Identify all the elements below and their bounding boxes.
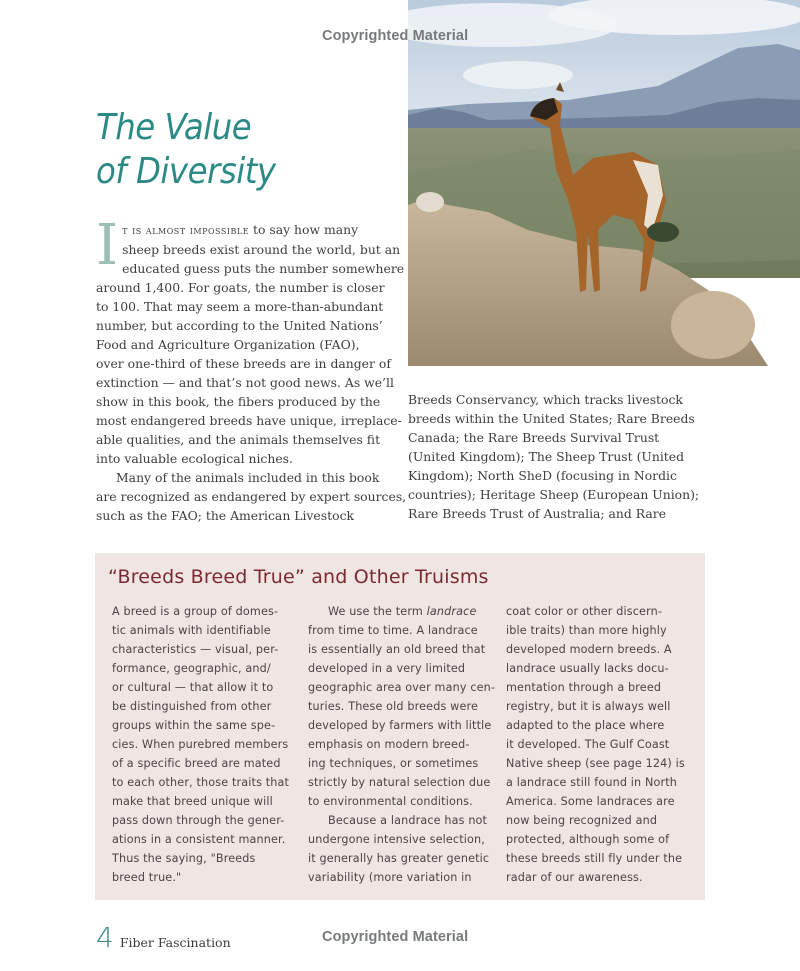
sidebar-line: protected, although some of bbox=[506, 833, 670, 846]
body-line: Food and Agriculture Organization (FAO), bbox=[96, 337, 360, 352]
landrace-term: landrace bbox=[426, 605, 477, 618]
body-column-1 bbox=[96, 213, 407, 525]
sidebar-line: radar of our awareness. bbox=[506, 871, 643, 884]
sidebar-line: these breeds still fly under the bbox=[506, 852, 683, 865]
sidebar-line: now being recognized and bbox=[506, 814, 658, 827]
sidebar-line: Native sheep (see page 124) is bbox=[506, 757, 685, 770]
sidebar-line: landrace usually lacks docu- bbox=[506, 662, 669, 675]
copyright-watermark-bottom: Copyrighted Material bbox=[322, 929, 469, 945]
sidebar-line: tic animals with identifiable bbox=[112, 624, 271, 637]
sidebar-line: it developed. The Gulf Coast bbox=[506, 738, 670, 751]
sidebar-column-2 bbox=[308, 602, 500, 887]
body-line: are recognized as endangered by expert sources, bbox=[96, 489, 407, 504]
sidebar-line: variability (more variation in bbox=[308, 871, 472, 884]
copyright-watermark-top: Copyrighted Material bbox=[322, 28, 469, 44]
sidebar-line bbox=[308, 602, 500, 621]
sidebar-line: Thus the saying, "Breeds bbox=[112, 852, 256, 865]
body-line: to 100. That may seem a more-than-abundant bbox=[96, 299, 384, 314]
guanaco-photo-illustration bbox=[408, 0, 800, 366]
sidebar-line: characteristics — visual, per- bbox=[112, 643, 279, 656]
body-line: breeds within the United States; Rare Breeds bbox=[408, 411, 695, 426]
sidebar-line: turies. These old breeds were bbox=[308, 700, 479, 713]
body-line: able qualities, and the animals themselves fit bbox=[96, 432, 381, 447]
body-line: show in this book, the fibers produced by the bbox=[96, 394, 381, 409]
sidebar-line: America. Some landraces are bbox=[506, 795, 675, 808]
body-line: (United Kingdom); The Sheep Trust (United bbox=[408, 449, 685, 464]
sidebar-line: a landrace still found in North bbox=[506, 776, 678, 789]
body-line: Breeds Conservancy, which tracks livestock bbox=[408, 392, 683, 407]
sidebar-line: strictly by natural selection due bbox=[308, 776, 491, 789]
sidebar-line: of a specific breed are mated bbox=[112, 757, 281, 770]
boulder bbox=[671, 291, 755, 359]
sidebar-line: from time to time. A landrace bbox=[308, 624, 478, 637]
page-footer bbox=[96, 921, 231, 954]
body-line: sheep breeds exist around the world, but an bbox=[122, 242, 401, 257]
sidebar-line: pass down through the gener- bbox=[112, 814, 285, 827]
body-line: such as the FAO; the American Livestock bbox=[96, 508, 355, 523]
sidebar-line: A breed is a group of domes- bbox=[112, 605, 279, 618]
sidebar-line: mentation through a breed bbox=[506, 681, 662, 694]
sidebar-line: it generally has greater genetic bbox=[308, 852, 490, 865]
sidebar-line-text: We use the term bbox=[328, 605, 427, 618]
sidebar-line: emphasis on modern breed- bbox=[308, 738, 470, 751]
title-line-1: The Value bbox=[96, 107, 252, 148]
title-line-2: of Diversity bbox=[96, 151, 276, 192]
sidebar-line: ing techniques, or sometimes bbox=[308, 757, 479, 770]
sidebar-line: geographic area over many cen- bbox=[308, 681, 496, 694]
sidebar-line: ations in a consistent manner. bbox=[112, 833, 286, 846]
sidebar-line: or cultural — that allow it to bbox=[112, 681, 274, 694]
sidebar-line: developed by farmers with little bbox=[308, 719, 492, 732]
page-number: 4 bbox=[96, 921, 114, 954]
sidebar-line: to each other, those traits that bbox=[112, 776, 290, 789]
sidebar-line: formance, geographic, and/ bbox=[112, 662, 271, 675]
sidebar-line: Because a landrace has not bbox=[328, 814, 488, 827]
sidebar-column-1 bbox=[112, 602, 302, 887]
sidebar-line: undergone intensive selection, bbox=[308, 833, 485, 846]
body-line: over one-third of these breeds are in danger of bbox=[96, 356, 391, 371]
body-column-2 bbox=[408, 390, 708, 523]
body-line: extinction — and that’s not good news. As we’ll bbox=[96, 375, 394, 390]
body-line-text: to say how many bbox=[249, 222, 359, 237]
sidebar-line: coat color or other discern- bbox=[506, 605, 663, 618]
sidebar-line: registry, but it is always well bbox=[506, 700, 671, 713]
shrub bbox=[647, 222, 679, 242]
sidebar-line: to environmental conditions. bbox=[308, 795, 473, 808]
sidebar-line: cies. When purebred members bbox=[112, 738, 289, 751]
drop-cap: I bbox=[96, 213, 119, 278]
body-line bbox=[96, 220, 392, 240]
body-line: educated guess puts the number somewhere bbox=[122, 261, 405, 276]
sidebar-line: be distinguished from other bbox=[112, 700, 272, 713]
body-line: Kingdom); North SheD (focusing in Nordic bbox=[408, 468, 677, 483]
sidebar-line: breed true." bbox=[112, 871, 182, 884]
running-title: Fiber Fascination bbox=[119, 935, 231, 950]
sidebar-line: developed in a very limited bbox=[308, 662, 466, 675]
body-line: Rare Breeds Trust of Australia; and Rare bbox=[408, 506, 667, 521]
body-line: around 1,400. For goats, the number is closer bbox=[96, 280, 385, 295]
sidebar-title: “Breeds Breed True” and Other Truisms bbox=[108, 566, 489, 588]
sidebar-line: adapted to the place where bbox=[506, 719, 665, 732]
sidebar-column-3 bbox=[506, 602, 696, 887]
lead-in-smallcaps: t is almost impossible bbox=[122, 223, 250, 237]
boulder bbox=[416, 192, 444, 212]
body-line: most endangered breeds have unique, irreplace- bbox=[96, 413, 402, 428]
article-title bbox=[96, 106, 276, 194]
body-line: Many of the animals included in this book bbox=[116, 470, 380, 485]
sidebar-box bbox=[95, 553, 705, 900]
body-line: countries); Heritage Sheep (European Union); bbox=[408, 487, 700, 502]
sidebar-line: ible traits) than more highly bbox=[506, 624, 667, 637]
body-line: Canada; the Rare Breeds Survival Trust bbox=[408, 430, 660, 445]
cloud bbox=[463, 61, 573, 89]
sidebar-line: developed modern breeds. A bbox=[506, 643, 672, 656]
sidebar-line: groups within the same spe- bbox=[112, 719, 276, 732]
body-line: number, but according to the United Nations’ bbox=[96, 318, 383, 333]
sidebar-line: make that breed unique will bbox=[112, 795, 273, 808]
body-line: into valuable ecological niches. bbox=[96, 451, 293, 466]
sidebar-line: is essentially an old breed that bbox=[308, 643, 486, 656]
guanaco-photo bbox=[408, 0, 800, 366]
